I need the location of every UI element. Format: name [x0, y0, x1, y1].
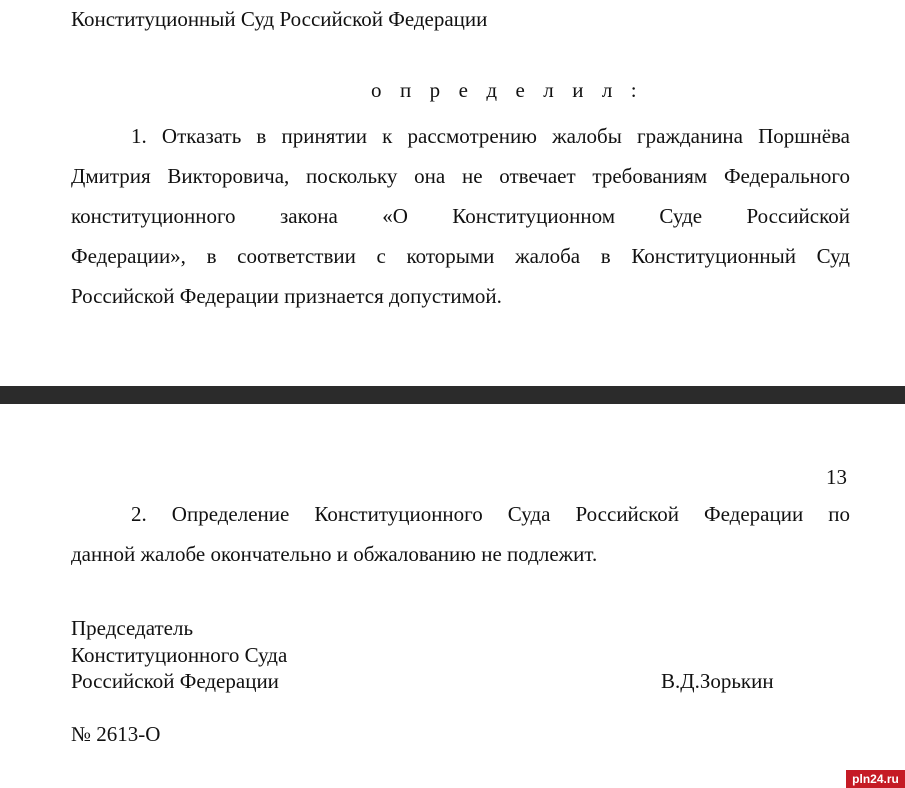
signature-title-line: Российской Федерации [71, 669, 279, 693]
item2-line: 2. Определение Конституционного Суда Российской Федерации по [131, 502, 850, 526]
signatory-name: В.Д.Зорькин [661, 669, 774, 693]
page-separator [0, 386, 905, 404]
court-header: Конституционный Суд Российской Федерации [71, 7, 488, 31]
signature-title-line: Конституционного Суда [71, 643, 288, 667]
item1-line: 1. Отказать в принятии к рассмотрению жалобы гражданина Поршнёва [131, 124, 850, 148]
decision-item-2 [71, 494, 850, 574]
page-number: 13 [826, 465, 847, 489]
item1-line: конституционного закона «О Конституционном Суде Российской [71, 204, 850, 228]
item1-line: Дмитрия Викторовича, поскольку она не отвечает требованиям Федерального [71, 164, 850, 188]
item2-line: данной жалобе окончательно и обжалованию не подлежит. [71, 542, 598, 566]
signature-title-line: Председатель [71, 616, 194, 640]
decision-heading: о п р е д е л и л : [371, 78, 644, 102]
decision-number: № 2613-О [71, 722, 161, 746]
decision-item-1 [71, 116, 850, 316]
item1-line: Российской Федерации признается допустимой. [71, 284, 502, 308]
item1-line: Федерации», в соответствии с которыми жалоба в Конституционный Суд [71, 244, 850, 268]
site-watermark: pln24.ru [846, 770, 905, 788]
